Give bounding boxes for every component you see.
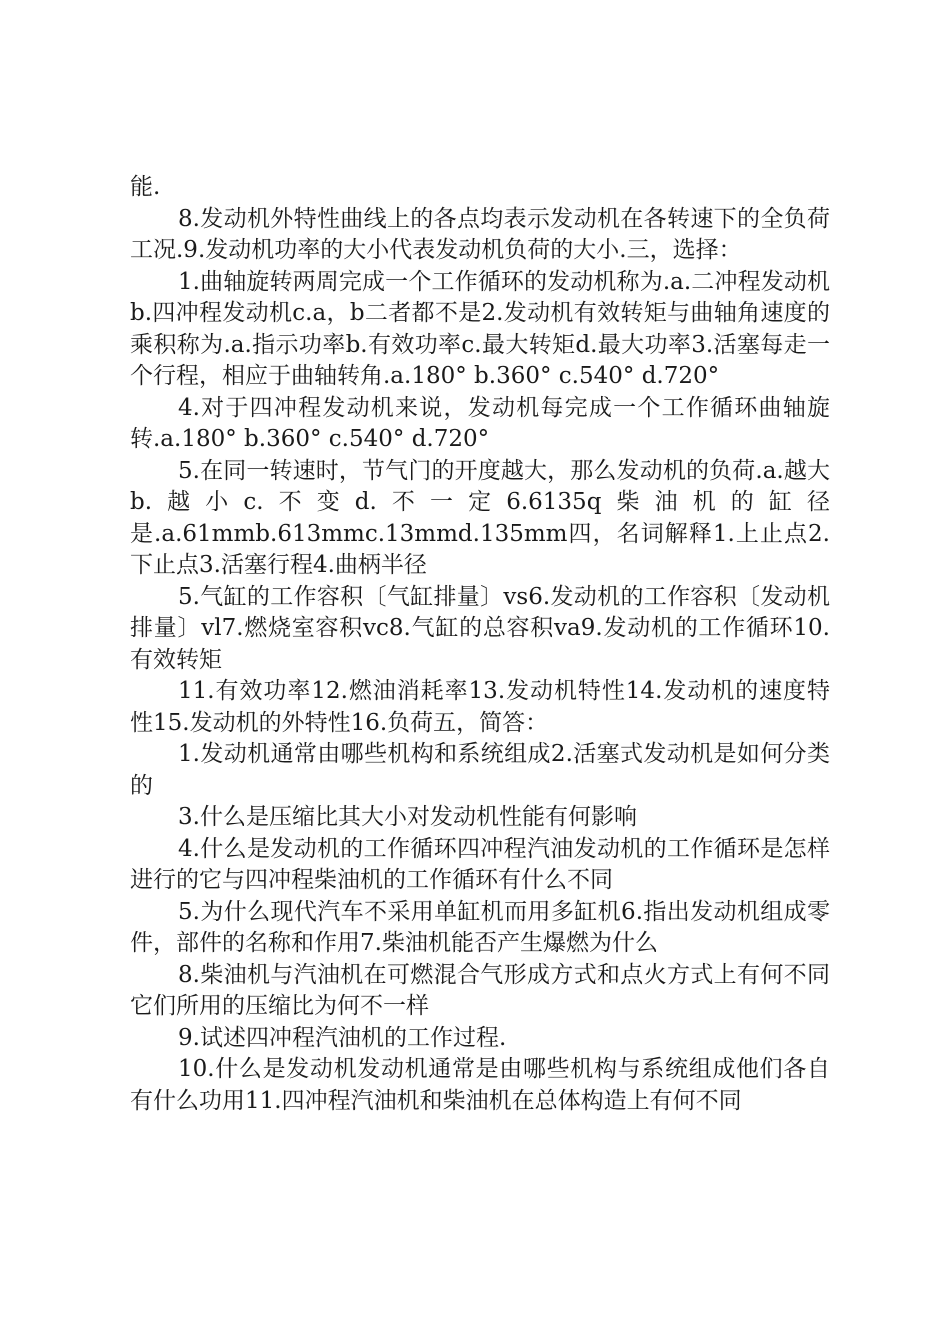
paragraph-true-false-items: 8.发动机外特性曲线上的各点均表示发动机在各转速下的全负荷工况.9.发动机功率的大小代表发动机负荷的大小.三，选择： (130, 205, 830, 263)
paragraph-question-5: 5.为什么现代汽车不采用单缸机而用多缸机6.指出发动机组成零件，部件的名称和作用7.柴油机能否产生爆燃为什么 (130, 898, 830, 956)
paragraph-question-3: 3.什么是压缩比其大小对发动机性能有何影响 (178, 804, 637, 830)
paragraph-question-8: 8.柴油机与汽油机在可燃混合气形成方式和点火方式上有何不同它们所用的压缩比为何不一样 (130, 961, 830, 1019)
paragraph-choice-item-4: 4.对于四冲程发动机来说，发动机每完成一个工作循环曲轴旋转.a.180° b.360° c.540° d.720° (130, 394, 830, 452)
paragraph-question-1: 1.发动机通常由哪些机构和系统组成2.活塞式发动机是如何分类的 (130, 741, 830, 799)
paragraph-continuation: 能. (130, 174, 161, 200)
paragraph-question-4: 4.什么是发动机的工作循环四冲程汽油发动机的工作循环是怎样进行的它与四冲程柴油机的工作循环有什么不同 (130, 835, 830, 893)
document-body (130, 172, 830, 1117)
paragraph-question-9: 9.试述四冲程汽油机的工作过程. (178, 1024, 507, 1051)
paragraph-terms-11: 11.有效功率12.燃油消耗率13.发动机特性14.发动机的速度特性15.发动机的外特性16.负荷五，简答： (130, 678, 830, 736)
paragraph-choice-items-1: 1.曲轴旋转两周完成一个工作循环的发动机称为.a.二冲程发动机b.四冲程发动机c.a，b二者都不是2.发动机有效转矩与曲轴角速度的乘积称为.a.指示功率b.有效功率c.最大转矩d.最大功率3.活塞每走一个行程，相应于曲轴转角.a.180° b.360° c.540° d.720° (130, 268, 830, 389)
paragraph-choice-items-5: 5.在同一转速时，节气门的开度越大，那么发动机的负荷.a.越大b.越小c.不变d.不一定6.6135q柴油机的缸径是.a.61mmb.613mmc.13mmd.135mm四，名词解释1.上止点2.下止点3.活塞行程4.曲柄半径 (130, 457, 830, 578)
paragraph-terms-5: 5.气缸的工作容积〔气缸排量〕vs6.发动机的工作容积〔发动机排量〕vl7.燃烧室容积vc8.气缸的总容积va9.发动机的工作循环10.有效转矩 (130, 583, 830, 673)
paragraph-question-10: 10.什么是发动机发动机通常是由哪些机构与系统组成他们各自有什么功用11.四冲程汽油机和柴油机在总体构造上有何不同 (130, 1056, 830, 1114)
